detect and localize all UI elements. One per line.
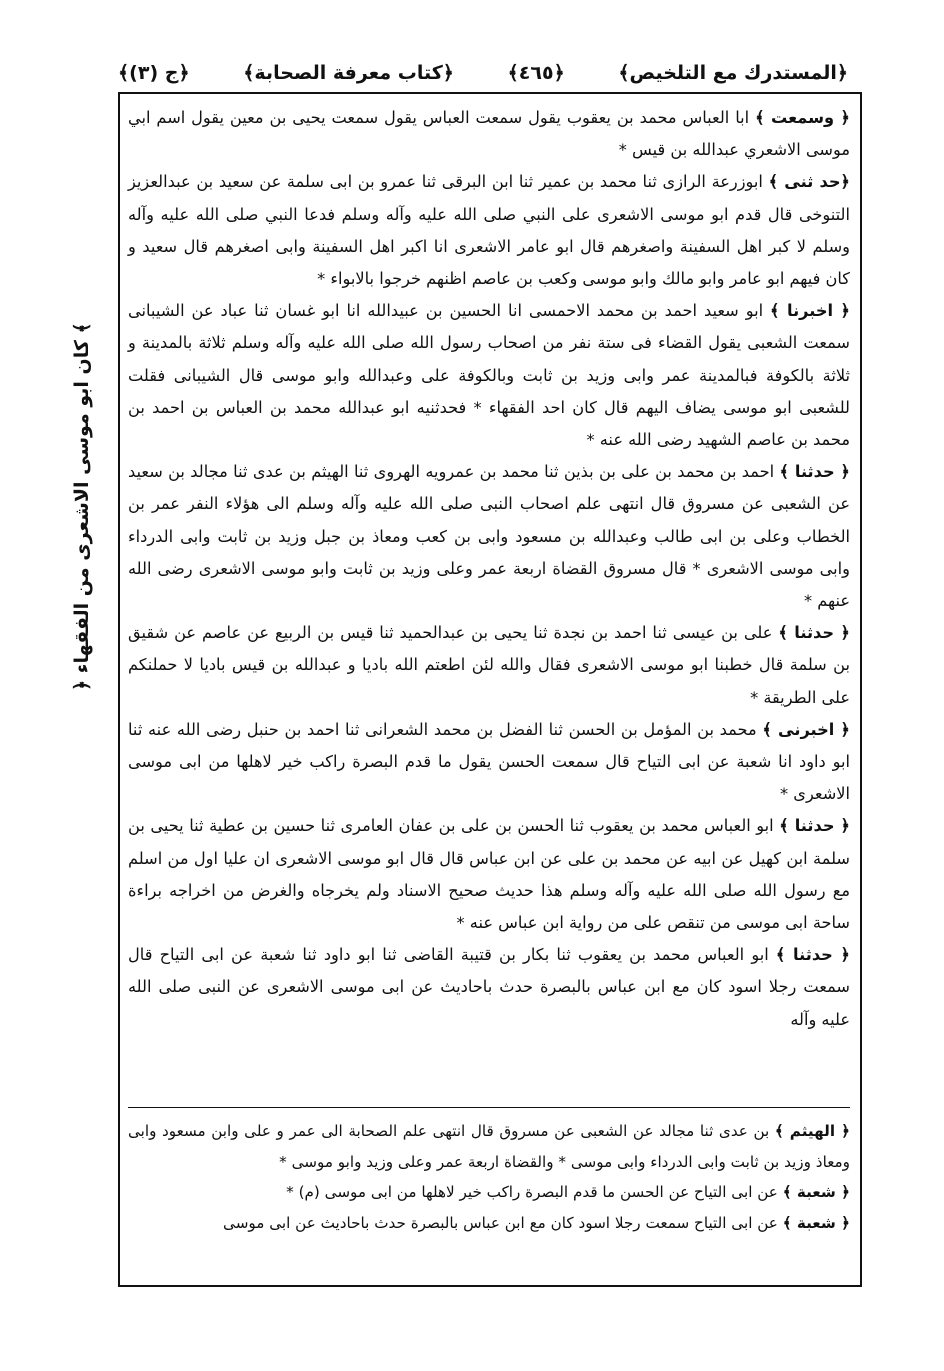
hadith-paragraph xyxy=(128,102,850,166)
paragraph-body: ابو العباس محمد بن يعقوب ثنا الحسن بن على بن عفان العامرى ثنا حسين بن عطية ثنا يحيى بن سلمة ابن كهيل عن ابيه عن محمد بن على عن ابن عباس قال قال ابو موسى الاشعرى ان عليا اول من اسلم مع رسول الله صلى الله عليه وآله وسلم هذا حديث صحيح الاسناد ولم يخرجاه والغرض من اخراجه براءة ساحة ابى موسى من تنقص على من رواية ابن عباس عنه * xyxy=(128,816,850,933)
margin-note-fuqaha: ﴿ كان ابو موسى الاشعرى من الفقهاء ﴾ xyxy=(71,322,93,691)
paragraph-lead: ﴿ اخبرنى ﴾ xyxy=(762,719,850,739)
paragraph-body: ابوزرعة الرازى ثنا محمد بن عمير ثنا ابن البرقى ثنا عمرو بن ابى سلمة عن سعيد بن عبدالعزيز التنوخى قال قدم ابو موسى الاشعرى على النبي صلى الله عليه وآله وسلم فدعا النبي صلى الله عليه وآله وسلم لا كبر اهل السفينة واصغرهم قال ابو عامر الاشعرى انا اكبر اهل السفينة وابى اصغرهم قال سعيد و كان فيهم ابو عامر وابو مالك وابو موسى وكعب بن عاصم اظنهم خرجوا بالابواء * xyxy=(128,172,850,289)
summary-note xyxy=(128,1208,850,1239)
paragraph-lead: ﴿حد ثنى ﴾ xyxy=(768,172,850,192)
summary-notes xyxy=(128,1116,850,1238)
summary-note xyxy=(128,1116,850,1177)
note-lead: ﴿ شعبة ﴾ xyxy=(782,1213,850,1232)
hadith-paragraph xyxy=(128,166,850,295)
paragraph-body: احمد بن محمد بن على بن بذين ثنا محمد بن عمرويه الهروى ثنا الهيثم بن عدى ثنا مجالد بن سعيد عن الشعبى عن مسروق قال انتهى علم اصحاب النبى صلى الله عليه وآله وسلم الى هؤلاء النفر عمر بن الخطاب وعلى بن ابى طالب وعبدالله بن مسعود وابى بن كعب ومعاذ بن جبل وزيد بن ثابت وابى الدرداء وابى موسى الاشعرى * قال مسروق القضاة اربعة عمر وعلى وزيد بن ثابت وابو موسى الاشعرى رضى الله عنهم * xyxy=(128,462,850,611)
note-lead: ﴿ الهيثم ﴾ xyxy=(774,1122,851,1140)
header-page-number: ﴿٤٦٥﴾ xyxy=(507,62,565,84)
summary-note xyxy=(128,1177,850,1208)
hadith-paragraph xyxy=(128,456,850,617)
note-body: بن عدى ثنا مجالد عن الشعبى عن مسروق قال انتهى علم الصحابة الى عمر و على وابن مسعود وابى ومعاذ وزيد بن ثابت وابى الدرداء وابى موسى * والقضاة اربعة عمر وعلى وزيد وابو موسى * xyxy=(128,1122,850,1171)
header-volume: ﴿ج (٣)﴾ xyxy=(118,62,190,84)
paragraph-lead: ﴿ حدثنا ﴾ xyxy=(779,462,850,482)
hadith-paragraph xyxy=(128,295,850,456)
paragraph-body: محمد بن المؤمل بن الحسن ثنا الفضل بن محمد الشعرانى ثنا احمد بن حنبل رضى الله عنه ثنا ابو داود انا شعبة عن ابى التياح قال سمعت الحسن يقول ما قدم البصرة راكب خير لاهلها من ابى موسى الاشعرى * xyxy=(128,719,850,804)
paragraph-body: على بن عيسى ثنا احمد بن نجدة ثنا يحيى بن عبدالحميد ثنا قيس بن الربيع عن عاصم عن شقيق بن سلمة قال خطبنا ابو موسى الاشعرى فقال والله لئن اطعتم الله باديا و عبدالله بن قيس باديا لا حملنكم على الطريقة * xyxy=(128,623,850,707)
paragraph-lead: ﴿ حدثنا ﴾ xyxy=(778,623,850,643)
note-lead: ﴿ شعبة ﴾ xyxy=(782,1183,850,1201)
running-header xyxy=(118,56,848,90)
header-book-title: ﴿المستدرك مع التلخيص﴾ xyxy=(618,62,848,84)
paragraph-body: ابو سعيد احمد بن محمد الاحمسى انا الحسين بن عبيدالله انا ابو غسان ثنا عباد عن الشيبانى سمعت الشعبى يقول القضاء فى ستة نفر من اصحاب رسول الله صلى الله عليه وآله وسلم ثلاثة بالمدينة و ثلاثة بالكوفة فبالمدينة عمر وابى وزيد بن ثابت وبالكوفة على وعبدالله وابو موسى قال الشيبانى فقلت للشعبى ابو موسى يضاف اليهم قال كان احد الفقهاء * فحدثنيه ابو عبدالله محمد بن العباس بن احمد بن محمد بن عاصم الشهيد رضى الله عنه * xyxy=(128,301,850,450)
note-body: عن ابى التياح عن الحسن ما قدم البصرة راكب خير لاهلها من ابى موسى (م) * xyxy=(286,1183,778,1201)
paragraph-body: ابا العباس محمد بن يعقوب يقول سمعت العباس يقول سمعت يحيى بن معين يقول اسم ابي موسى الاشعري عبدالله بن قيس * xyxy=(128,108,850,160)
footnote-divider xyxy=(128,1107,850,1108)
paragraph-lead: ﴿ حدثنا ﴾ xyxy=(775,945,850,965)
paragraph-lead: ﴿ وسمعت ﴾ xyxy=(755,108,850,127)
header-chapter-title: ﴿كتاب معرفة الصحابة﴾ xyxy=(243,62,454,84)
paragraph-lead: ﴿ حدثنا ﴾ xyxy=(779,816,850,836)
paragraph-body: ابو العباس محمد بن يعقوب ثنا بكار بن قتيبة القاضى ثنا ابو داود ثنا شعبة عن ابى التياح قال سمعت رجلا اسود كان مع ابن عباس بالبصرة حدث باحاديث عن ابى موسى الاشعرى عن النبى صلى الله عليه وآله xyxy=(128,945,850,1029)
note-body: عن ابى التياح سمعت رجلا اسود كان مع ابن عباس بالبصرة حدث باحاديث عن ابى موسى xyxy=(223,1213,778,1232)
hadith-paragraph xyxy=(128,714,850,811)
hadith-paragraph xyxy=(128,617,850,714)
hadith-paragraph xyxy=(128,810,850,939)
main-text xyxy=(128,102,850,1036)
paragraph-lead: ﴿ اخبرنا ﴾ xyxy=(770,301,850,321)
hadith-paragraph xyxy=(128,939,850,1036)
